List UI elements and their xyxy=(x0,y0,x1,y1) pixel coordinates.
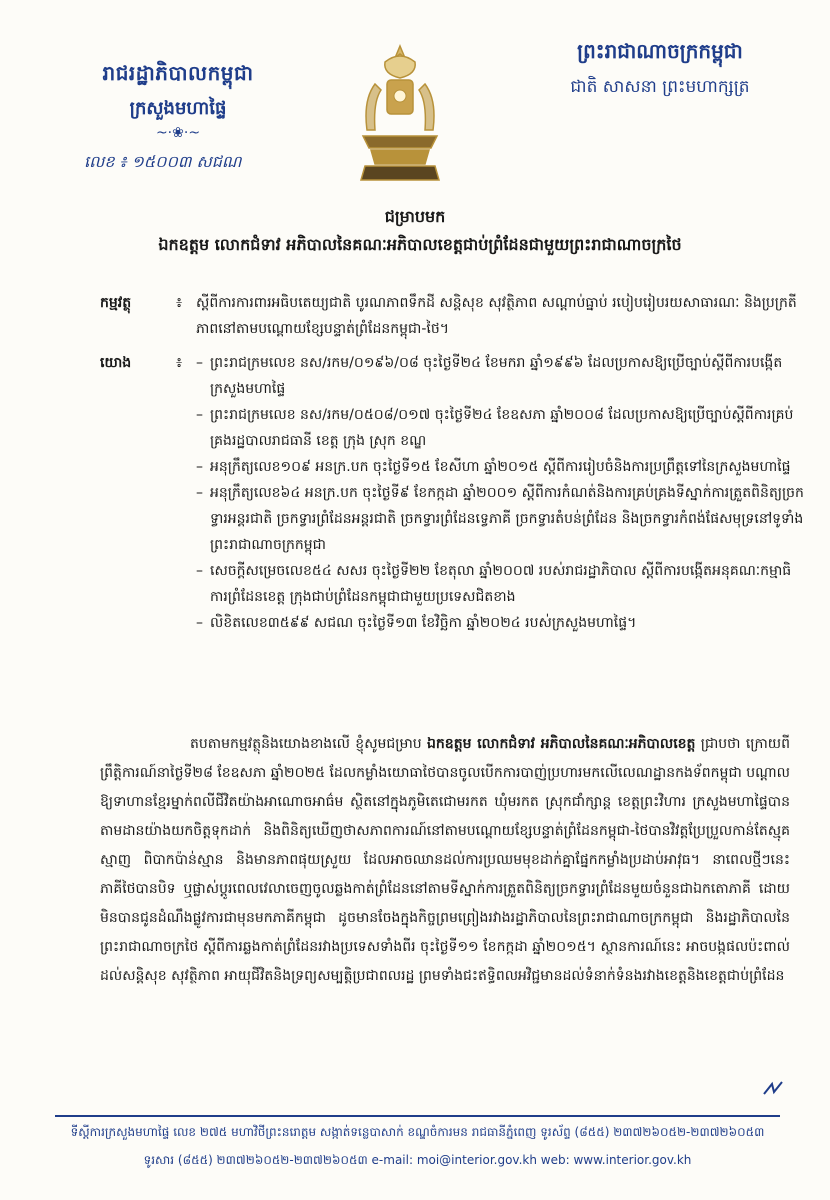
ornament-divider: ~·❀·~ xyxy=(155,125,201,141)
reference-item: – អនុក្រឹត្យលេខ១០៩ អនក្រ.បក ចុះថ្ងៃទី១៥ ខែសីហា ឆ្នាំ២០១៥ ស្ដីពីការរៀបចំនិងការប្រព្រឹត្តទៅនៃក្រសួងមហាផ្ទៃ xyxy=(196,454,806,480)
ministry-name: ក្រសួងមហាផ្ទៃ xyxy=(129,98,227,119)
kingdom-name: ព្រះរាជាណាចក្រកម្ពុជា xyxy=(577,39,743,63)
reference-item: – លិខិតលេខ៣៥៩៩ សជណ ចុះថ្ងៃទី១៣ ខែវិច្ឆិកា ឆ្នាំ២០២៤ របស់ក្រសួងមហាផ្ទៃ។ xyxy=(196,610,806,636)
header-left xyxy=(68,60,288,175)
initials-mark-icon xyxy=(762,1080,784,1098)
header-right xyxy=(540,38,780,101)
references-label-row xyxy=(100,350,196,376)
letter-recipient: ឯកឧត្តម លោកជំទាវ អភិបាលនៃគណៈអភិបាលខេត្តជាប់ព្រំដែនជាមួយព្រះរាជាណាចក្រថៃ xyxy=(158,235,682,254)
reference-item: – សេចក្ដីសម្រេចលេខ៥៤ សសរ ចុះថ្ងៃទី២២ ខែតុលា ឆ្នាំ២០០៧ របស់រាជរដ្ឋាភិបាល ស្ដីពីការបង្កើតអនុគណៈកម្មាធិការព្រំដែនខេត្ត ក្រុងជាប់ព្រំដែនកម្ពុជាជាមួយប្រទេសជិតខាង xyxy=(196,558,806,610)
subject-row xyxy=(100,290,816,346)
subject-label: កម្មវត្ថុ xyxy=(100,295,132,311)
body-addressee: ឯកឧត្តម លោកជំទាវ អភិបាលនៃគណៈអភិបាលខេត្ត xyxy=(427,736,696,752)
subject-colon: ៖ xyxy=(176,295,183,311)
national-motto: ជាតិ សាសនា ព្រះមហាក្សត្រ xyxy=(570,77,750,97)
reference-number: លេខ ៖ ១៥០០៣ សជណ xyxy=(84,152,242,171)
subject-text: ស្ដីពីការការពារអធិបតេយ្យជាតិ បូរណភាពទឹកដី សន្តិសុខ សុវត្ថិភាព សណ្ដាប់ធ្នាប់ របៀបរៀបរយសាធារណៈ និងប្រក្រតីភាពនៅតាមបណ្ដោយខ្សែបន្ទាត់ព្រំដែនកម្ពុជា-ថៃ។ xyxy=(196,295,797,337)
reference-item: – ព្រះរាជក្រមលេខ នស/រកម/០៥០៨/០១៧ ចុះថ្ងៃទី២៤ ខែឧសភា ឆ្នាំ២០០៨ ដែលប្រកាសឱ្យប្រើច្បាប់ស្ដីពីការគ្រប់គ្រងរដ្ឋបាលរាជធានី ខេត្ត ក្រុង ស្រុក ខណ្ឌ xyxy=(196,402,806,454)
body-paragraph xyxy=(100,730,790,991)
references-label: យោង xyxy=(100,355,132,371)
references-list xyxy=(196,350,806,636)
footer-address: ទីស្ដីការក្រសួងមហាផ្ទៃ លេខ ២៧៥ មហាវិថីព្រះនរោត្តម សង្កាត់ទន្លេបាសាក់ ខណ្ឌចំការមន រាជធានីភ្នំពេញ ទូរស័ព្ទ (៨៥៥) ២៣៧២៦០៥២-២៣៧២៦០៥៣ xyxy=(70,1125,765,1139)
footer-contacts: ទូរសារ (៨៥៥) ២៣៧២៦០៥២-២៣៧២៦០៥៣ e-mail: moi@interior.gov.kh web: www.interior.gov.kh xyxy=(143,1153,692,1167)
body-lead: តបតាមកម្មវត្ថុនិងយោងខាងលើ ខ្ញុំសូមជម្រាប xyxy=(190,736,428,752)
letter-title: ជម្រាបមក xyxy=(384,207,446,226)
reference-item: – ព្រះរាជក្រមលេខ នស/រកម/០១៩៦/០៨ ចុះថ្ងៃទី២៤ ខែមករា ឆ្នាំ១៩៩៦ ដែលប្រកាសឱ្យប្រើច្បាប់ស្ដីពីការបង្កើតក្រសួងមហាផ្ទៃ xyxy=(196,350,806,402)
government-name: រាជរដ្ឋាភិបាលកម្ពុជា xyxy=(102,61,254,85)
royal-coat-of-arms-icon xyxy=(345,40,455,190)
references-colon: ៖ xyxy=(176,355,183,371)
reference-item: – អនុក្រឹត្យលេខ៦៤ អនក្រ.បក ចុះថ្ងៃទី៩ ខែកក្កដា ឆ្នាំ២០០១ ស្ដីពីការកំណត់និងការគ្រប់គ្រងទីស្នាក់ការត្រួតពិនិត្យច្រកទ្វារអន្តរជាតិ ច្រកទ្វារព្រំដែនអន្តរជាតិ ច្រកទ្វារព្រំដែនទ្វេភាគី ច្រកទ្វារតំបន់ព្រំដែន និងច្រកទ្វារកំពង់ផែសមុទ្រនៅទូទាំងព្រះរាជាណាចក្រកម្ពុជា xyxy=(196,480,806,558)
body-text: ជ្រាបថា ក្រោយពីព្រឹត្តិការណ៍នាថ្ងៃទី២៨ ខែឧសភា ឆ្នាំ២០២៥ ដែលកម្លាំងយោធាថៃបានចូលបើកការបាញ់ប្រហារមកលើលេណដ្ឋានកងទ័ពកម្ពុជា បណ្ដាលឱ្យទាហានខ្មែរម្នាក់ពលីជីវិតយ៉ាងអាណោចអាធ៌ម ស្ថិតនៅក្នុងភូមិតេជោមរកត ឃុំមរកត ស្រុកជាំក្សាន្ត ខេត្តព្រះវិហារ ក្រសួងមហាផ្ទៃបានតាមដានយ៉ាងយកចិត្តទុកដាក់ និងពិនិត្យឃើញថាសភាពការណ៍នៅតាមបណ្ដោយខ្សែបន្ទាត់ព្រំដែនកម្ពុជា-ថៃបានវិវត្តប្រែប្រួលកាន់តែស្មុគស្មាញ ពិបាកប៉ាន់ស្មាន និងមានភាពផុយស្រួយ ដែលអាចឈានដល់ការប្រឈមមុខដាក់គ្នាផ្នែកកម្លាំងប្រដាប់អាវុធ។ នាពេលថ្មីៗនេះ ភាគីថៃបានបិទ ឬផ្លាស់ប្ដូរពេលវេលាចេញចូលឆ្លងកាត់ព្រំដែននៅតាមទីស្នាក់ការត្រួតពិនិត្យច្រកទ្វារព្រំដែនមួយចំនួនជាឯកតោភាគី ដោយមិនបានជូនដំណឹងផ្លូវការជាមុនមកភាគីកម្ពុជា ដូចមានចែងក្នុងកិច្ចព្រមព្រៀងរវាងរដ្ឋាភិបាលនៃព្រះរាជាណាចក្រកម្ពុជា និងរដ្ឋាភិបាលនៃព្រះរាជាណាចក្រថៃ ស្ដីពីការឆ្លងកាត់ព្រំដែនរវាងប្រទេសទាំងពីរ ចុះថ្ងៃទី១១ ខែកក្កដា ឆ្នាំ២០១៥។ ស្ថានការណ៍នេះ អាចបង្កផលប៉ះពាល់ដល់សន្តិសុខ សុវត្ថិភាព អាយុជីវិតនិងទ្រព្យសម្បត្តិប្រជាពលរដ្ឋ ព្រមទាំងជះឥទ្ធិពលអវិជ្ជមានដល់ទំនាក់ទំនងរវាងខេត្តនិងខេត្តជាប់ព្រំដែន xyxy=(100,736,791,984)
footer-divider xyxy=(55,1115,780,1117)
